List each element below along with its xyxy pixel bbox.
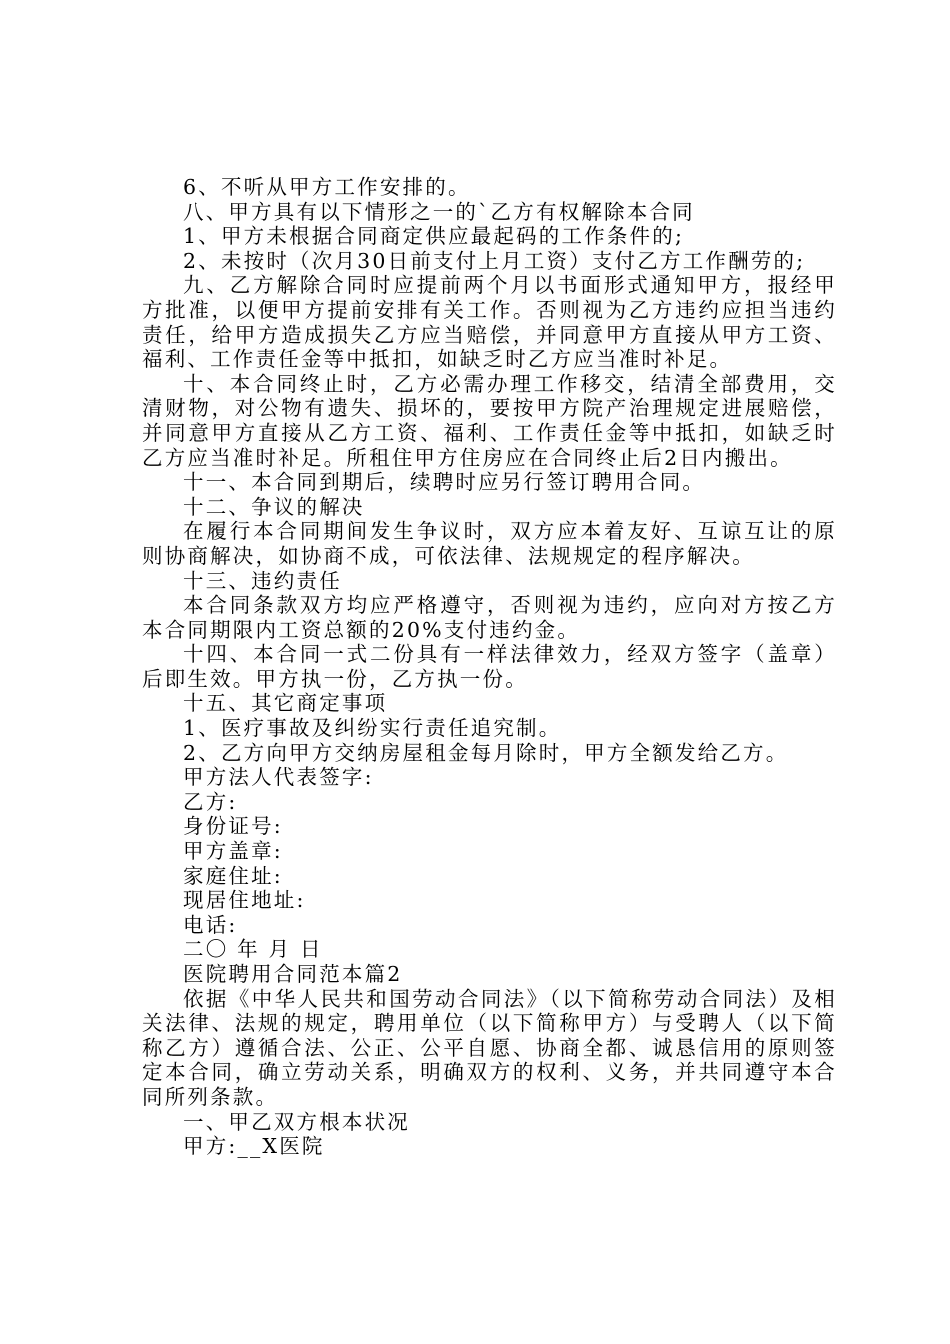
document-body xyxy=(142,175,837,1159)
field-current-address: 现居住地址: xyxy=(183,888,306,913)
field-phone: 电话: xyxy=(183,912,238,937)
paragraph-clause-12-heading: 十二、争议的解决 xyxy=(183,494,365,519)
paragraph-clause-10: 十、本合同终止时，乙方必需办理工作移交，结清全部费用，交清财物，对公物有遗失、损坏的，要按甲方院产治理规定进展赔偿，并同意甲方直接从乙方工资、福利、工作责任金等中抵扣，如缺乏时乙方应当准时补足。所租住甲方住房应在合同终止后2日内搬出。 xyxy=(142,371,837,470)
paragraph-clause-15-heading: 十五、其它商定事项 xyxy=(183,691,388,716)
paragraph-clause-8-heading: 八、甲方具有以下情形之一的`乙方有权解除本合同 xyxy=(183,199,695,224)
field-id-number: 身份证号: xyxy=(183,814,283,839)
paragraph-contract-2-clause-1-heading: 一、甲乙双方根本状况 xyxy=(183,1109,410,1134)
paragraph-clause-9: 九、乙方解除合同时应提前两个月以书面形式通知甲方，报经甲方批准，以便甲方提前安排有关工作。否则视为乙方违约应担当违约责任，给甲方造成损失乙方应当赔偿，并同意甲方直接从甲方工资、福利、工作责任金等中抵扣，如缺乏时乙方应当准时补足。 xyxy=(142,273,837,372)
paragraph-clause-8-item-2: 2、未按时（次月30日前支付上月工资）支付乙方工作酬劳的; xyxy=(183,248,806,273)
signature-legal-representative: 甲方法人代表签字: xyxy=(183,765,374,790)
paragraph-clause-11: 十一、本合同到期后，续聘时应另行签订聘用合同。 xyxy=(183,470,706,495)
paragraph-clause-13-heading: 十三、违约责任 xyxy=(183,568,342,593)
field-party-a-seal: 甲方盖章: xyxy=(183,839,283,864)
paragraph-clause-15-item-2: 2、乙方向甲方交纳房屋租金每月除时，甲方全额发给乙方。 xyxy=(183,740,789,765)
field-home-address: 家庭住址: xyxy=(183,863,283,888)
field-date: 二〇 年 月 日 xyxy=(183,937,323,962)
paragraph-clause-14: 十四、本合同一式二份具有一样法律效力，经双方签字（盖章）后即生效。甲方执一份，乙方执一份。 xyxy=(142,642,837,691)
paragraph-contract-2-party-a: 甲方:__X医院 xyxy=(183,1134,325,1159)
paragraph-clause-7-item-6: 6、不听从甲方工作安排的。 xyxy=(183,175,471,199)
section-title-contract-2: 医院聘用合同范本篇2 xyxy=(183,962,403,986)
paragraph-clause-12-body: 在履行本合同期间发生争议时，双方应本着友好、互谅互让的原则协商解决，如协商不成，可依法律、法规规定的程序解决。 xyxy=(142,519,837,568)
paragraph-clause-8-item-1: 1、甲方未根据合同商定供应最起码的工作条件的; xyxy=(183,224,685,249)
paragraph-contract-2-preamble: 依据《中华人民共和国劳动合同法》（以下简称劳动合同法）及相关法律、法规的规定，聘用单位（以下简称甲方）与受聘人（以下简称乙方）遵循合法、公正、公平自愿、协商全都、诚恳信用的原则签定本合同，确立劳动关系，明确双方的权利、义务，并共同遵守本合同所列条款。 xyxy=(142,986,837,1109)
signature-party-b: 乙方: xyxy=(183,789,238,814)
paragraph-clause-15-item-1: 1、医疗事故及纠纷实行责任追究制。 xyxy=(183,716,562,741)
paragraph-clause-13-body: 本合同条款双方均应严格遵守，否则视为违约，应向对方按乙方本合同期限内工资总额的20%支付违约金。 xyxy=(142,593,837,642)
